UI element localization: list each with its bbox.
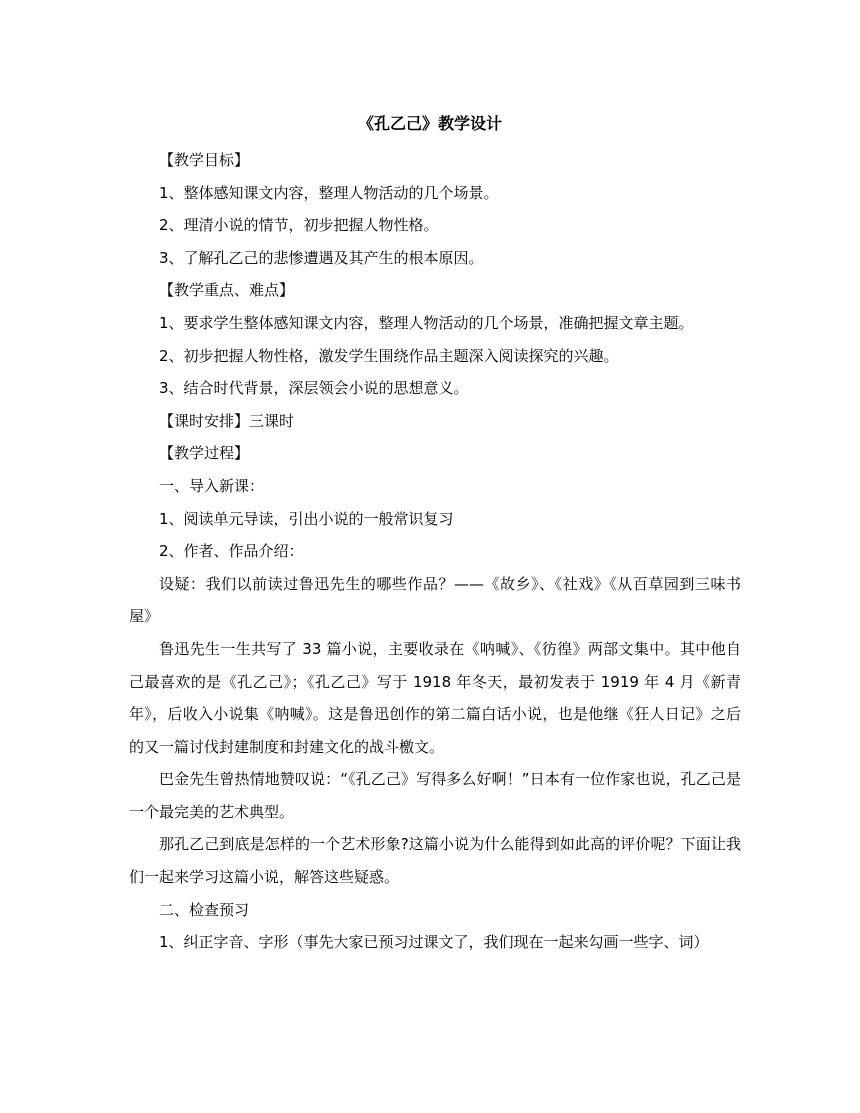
subsection-heading: 一、导入新课： [159,476,265,495]
document-body [129,144,741,959]
body-paragraph: 1、纠正字音、字形（事先大家已预习过课文了，我们现在一起来勾画一些字、词） [159,933,709,952]
subsection-heading: 二、检查预习 [159,900,250,919]
objective-item: 1、整体感知课文内容，整理人物活动的几个场景。 [159,183,499,202]
body-paragraph: 巴金先生曾热情地赞叹说：“《孔乙己》写得多么好啊！”日本有一位作家也说，孔乙己是一个最完美的艺术典型。 [129,770,741,821]
section-heading-objectives: 【教学目标】 [159,151,250,169]
body-paragraph: 设疑：我们以前读过鲁迅先生的哪些作品？——《故乡》、《社戏》《从百草园到三味书屋》 [129,574,741,626]
section-heading-schedule: 【课时安排】三课时 [159,411,295,430]
section-heading-key-points: 【教学重点、难点】 [159,281,295,300]
objective-item: 2、理清小说的情节，初步把握人物性格。 [159,216,439,235]
key-point-item: 1、要求学生整体感知课文内容，整理人物活动的几个场景，准确把握文章主题。 [159,313,694,332]
key-point-item: 2、初步把握人物性格，激发学生围绕作品主题深入阅读探究的兴趣。 [159,346,619,365]
body-paragraph: 鲁迅先生一生共写了 33 篇小说，主要收录在《呐喊》、《彷徨》两部文集中。其中他自己最喜欢的是《孔乙己》；《孔乙己》写于 1918 年冬天，最初发表于 1919 年 4 月《新青年》，后收入小说集《呐喊》。这是鲁迅创作的第二篇白话小说，也是他继《狂人日记》之后的又一篇讨伐封建制度和封建文化的战斗檄文。 [129,639,741,756]
process-item: 2、作者、作品介绍： [159,542,304,561]
section-heading-process: 【教学过程】 [159,444,250,463]
key-point-item: 3、结合时代背景，深层领会小说的思想意义。 [159,379,469,398]
objective-item: 3、了解孔乙己的悲惨遭遇及其产生的根本原因。 [159,248,484,267]
body-paragraph: 那孔乙己到底是怎样的一个艺术形象?这篇小说为什么能得到如此高的评价呢？下面让我们一起来学习这篇小说，解答这些疑惑。 [129,835,741,887]
document-title: 《孔乙己》教学设计 [357,114,502,133]
process-item: 1、阅读单元导读，引出小说的一般常识复习 [159,509,454,528]
